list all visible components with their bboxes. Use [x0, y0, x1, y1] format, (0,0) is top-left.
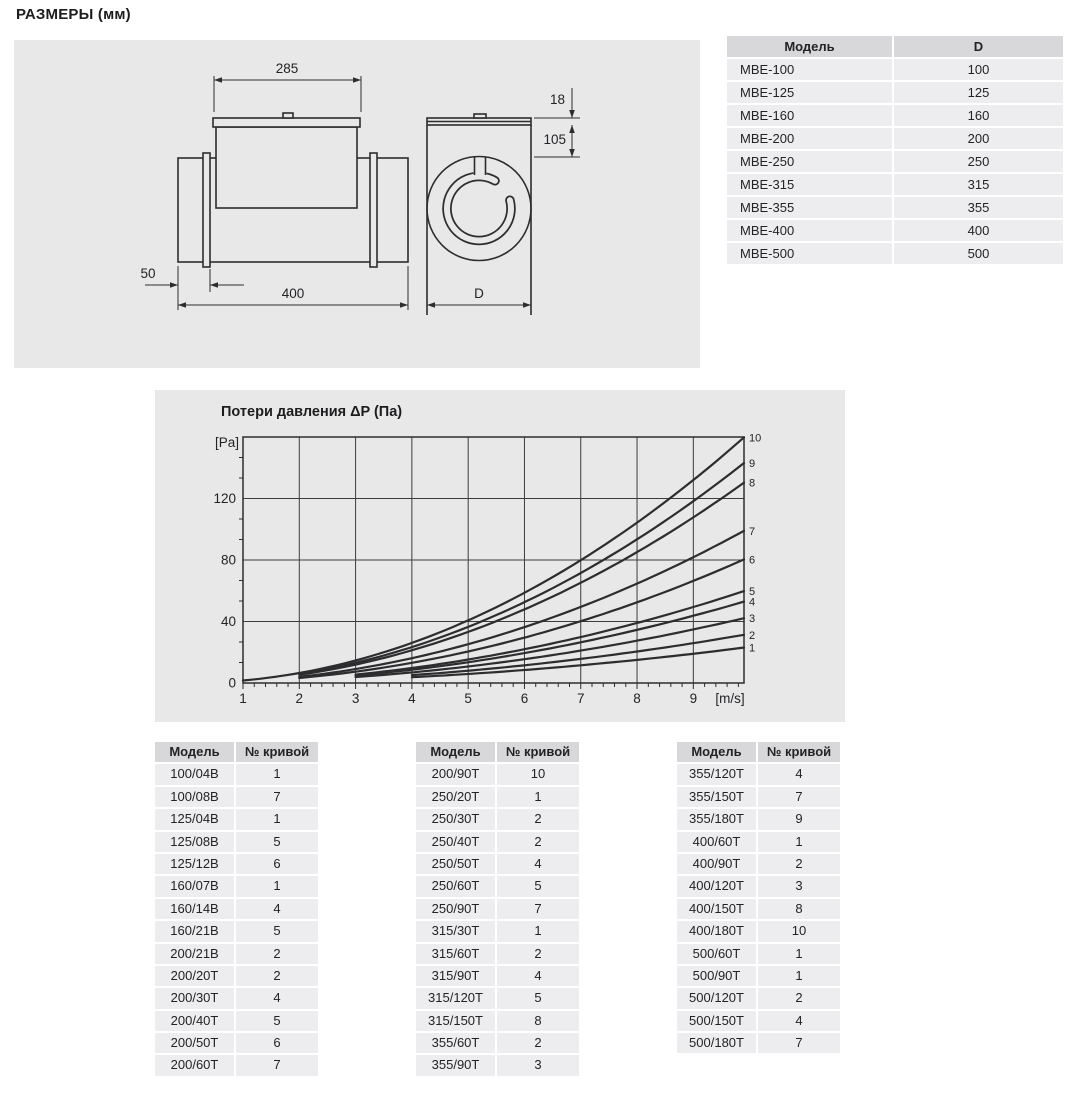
dim-50-label: 50: [140, 266, 156, 281]
table-row: [727, 128, 1063, 151]
table-row: [155, 876, 318, 898]
table-cell: 1: [758, 944, 840, 964]
table-cell: 160/14B: [155, 899, 236, 919]
table-cell: 250: [894, 151, 1063, 172]
x-unit-label: [m/s]: [715, 691, 745, 706]
table-cell: 2: [758, 988, 840, 1008]
table-cell: MBE-125: [727, 82, 894, 103]
table-row: [416, 966, 579, 988]
x-tick-label: 1: [239, 691, 247, 706]
table-cell: 100: [894, 59, 1063, 80]
table-cell: 315/90T: [416, 966, 497, 986]
dim-105-label: 105: [543, 132, 566, 147]
table-cell: 100/04B: [155, 764, 236, 784]
table-row: [416, 944, 579, 966]
table-cell: 500/180T: [677, 1033, 758, 1053]
table-cell: 400/150T: [677, 899, 758, 919]
table-cell: 500/120T: [677, 988, 758, 1008]
table-cell: 2: [497, 832, 579, 852]
table-cell: 5: [236, 832, 318, 852]
table-cell: 1: [758, 832, 840, 852]
table-cell: 200/30T: [155, 988, 236, 1008]
curve-label-10: 10: [749, 432, 762, 445]
table-cell: MBE-400: [727, 220, 894, 241]
curve-table-2: [416, 742, 579, 1078]
curve-table-1: [155, 742, 318, 1078]
table-row: [416, 921, 579, 943]
dim-285-label: 285: [275, 61, 299, 76]
table-cell: 200/60T: [155, 1055, 236, 1075]
table-cell: 355/180T: [677, 809, 758, 829]
table-row: [416, 1055, 579, 1077]
table-cell: 4: [497, 854, 579, 874]
table-row: [677, 899, 840, 921]
curve-10: [243, 437, 744, 680]
table-cell: 4: [758, 764, 840, 784]
table-cell: MBE-355: [727, 197, 894, 218]
model-diameter-table: [727, 36, 1063, 266]
y-tick-label: 120: [213, 491, 236, 506]
table-cell: 5: [497, 988, 579, 1008]
dim-18-label: 18: [549, 92, 565, 107]
table-header-row: [416, 742, 579, 764]
table-row: [677, 966, 840, 988]
table-row: [416, 1011, 579, 1033]
table-cell: 200/21B: [155, 944, 236, 964]
y-unit-label: [Pa]: [214, 435, 239, 450]
table-row: [155, 787, 318, 809]
column-header: Модель: [677, 742, 758, 762]
table-cell: MBE-500: [727, 243, 894, 264]
table-cell: 400/180T: [677, 921, 758, 941]
table-cell: 1: [758, 966, 840, 986]
x-tick-label: 3: [351, 691, 360, 706]
table-row: [727, 82, 1063, 105]
table-row: [677, 854, 840, 876]
table-cell: 7: [758, 1033, 840, 1053]
column-header: № кривой: [236, 742, 318, 762]
table-cell: 1: [236, 764, 318, 784]
table-cell: 125/08B: [155, 832, 236, 852]
table-row: [155, 1033, 318, 1055]
pressure-loss-chart: [155, 390, 845, 722]
table-row: [677, 764, 840, 786]
table-cell: 355: [894, 197, 1063, 218]
table-row: [677, 1011, 840, 1033]
table-cell: 250/40T: [416, 832, 497, 852]
table-row: [727, 243, 1063, 266]
table-cell: 315: [894, 174, 1063, 195]
table-row: [155, 899, 318, 921]
table-cell: 5: [497, 876, 579, 896]
lid-knob: [283, 113, 293, 118]
table-header-row: [727, 36, 1063, 59]
table-row: [416, 854, 579, 876]
x-tick-label: 8: [633, 691, 641, 706]
table-row: [677, 876, 840, 898]
chart-title: Потери давления ΔP (Па): [221, 404, 403, 420]
table-row: [677, 944, 840, 966]
table-cell: 2: [236, 966, 318, 986]
dimensions-drawing-panel: [14, 40, 700, 368]
table-cell: 400/90T: [677, 854, 758, 874]
table-cell: 5: [236, 1011, 318, 1031]
front-lid-knob: [474, 114, 486, 118]
table-cell: 315/60T: [416, 944, 497, 964]
table-row: [155, 988, 318, 1010]
table-row: [677, 809, 840, 831]
table-cell: 315/120T: [416, 988, 497, 1008]
curve-label-4: 4: [749, 596, 756, 609]
x-tick-label: 6: [520, 691, 529, 706]
table-cell: MBE-250: [727, 151, 894, 172]
curve-label-3: 3: [749, 613, 756, 626]
curve-4: [356, 602, 744, 676]
table-row: [727, 174, 1063, 197]
table-cell: 250/60T: [416, 876, 497, 896]
table-row: [727, 220, 1063, 243]
y-tick-label: 80: [220, 552, 236, 568]
table-row: [155, 921, 318, 943]
table-cell: 4: [758, 1011, 840, 1031]
terminal-box: [216, 127, 357, 208]
heating-element-icon: [447, 157, 511, 241]
table-row: [155, 809, 318, 831]
table-row: [677, 921, 840, 943]
table-row: [677, 832, 840, 854]
table-cell: 2: [497, 809, 579, 829]
table-cell: 1: [497, 787, 579, 807]
column-header: № кривой: [497, 742, 579, 762]
duct-heater-drawing: [14, 40, 700, 368]
table-cell: 200/50T: [155, 1033, 236, 1053]
table-cell: 8: [758, 899, 840, 919]
table-row: [727, 197, 1063, 220]
table-cell: MBE-100: [727, 59, 894, 80]
column-header: Модель: [155, 742, 236, 762]
table-row: [155, 944, 318, 966]
table-cell: 200: [894, 128, 1063, 149]
pressure-loss-chart-panel: [155, 390, 845, 722]
table-row: [677, 787, 840, 809]
table-cell: 125/12B: [155, 854, 236, 874]
x-tick-label: 7: [576, 691, 585, 706]
table-row: [727, 59, 1063, 82]
curve-label-9: 9: [749, 457, 756, 470]
table-cell: 7: [758, 787, 840, 807]
dim-400-label: 400: [281, 286, 305, 301]
table-cell: 250/50T: [416, 854, 497, 874]
x-tick-label: 9: [689, 691, 698, 706]
table-cell: MBE-200: [727, 128, 894, 149]
table-cell: 8: [497, 1011, 579, 1031]
table-cell: 200/40T: [155, 1011, 236, 1031]
table-cell: 1: [236, 876, 318, 896]
table-cell: 355/150T: [677, 787, 758, 807]
table-cell: 10: [758, 921, 840, 941]
table-cell: 250/30T: [416, 809, 497, 829]
column-header: № кривой: [758, 742, 840, 762]
table-cell: 400/60T: [677, 832, 758, 852]
table-cell: 400/120T: [677, 876, 758, 896]
curve-label-6: 6: [749, 554, 756, 567]
table-header-row: [677, 742, 840, 764]
x-tick-label: 5: [464, 691, 472, 706]
table-cell: 9: [758, 809, 840, 829]
table-row: [677, 988, 840, 1010]
table-row: [416, 764, 579, 786]
curve-label-1: 1: [749, 642, 756, 655]
table-cell: 2: [758, 854, 840, 874]
table-cell: MBE-160: [727, 105, 894, 126]
table-cell: 1: [236, 809, 318, 829]
table-cell: 6: [236, 1033, 318, 1053]
table-cell: 200/20T: [155, 966, 236, 986]
terminal-box-lid: [213, 118, 360, 127]
table-row: [155, 966, 318, 988]
column-header: D: [894, 36, 1063, 57]
table-row: [416, 809, 579, 831]
table-cell: 500/90T: [677, 966, 758, 986]
table-cell: 355/90T: [416, 1055, 497, 1075]
table-cell: 6: [236, 854, 318, 874]
table-cell: 160: [894, 105, 1063, 126]
table-row: [727, 151, 1063, 174]
table-cell: 250/20T: [416, 787, 497, 807]
table-cell: 5: [236, 921, 318, 941]
table-row: [155, 832, 318, 854]
table-cell: 400: [894, 220, 1063, 241]
page-title: РАЗМЕРЫ (мм): [16, 6, 131, 23]
table-cell: 200/90T: [416, 764, 497, 784]
table-cell: 1: [497, 921, 579, 941]
table-row: [155, 854, 318, 876]
table-row: [155, 1011, 318, 1033]
table-cell: 315/30T: [416, 921, 497, 941]
curve-9: [299, 463, 744, 674]
table-row: [416, 876, 579, 898]
right-flange: [370, 153, 377, 267]
side-view: [178, 113, 408, 267]
table-row: [677, 1033, 840, 1055]
table-cell: 4: [497, 966, 579, 986]
y-tick-label: 40: [220, 614, 236, 629]
table-cell: 355/120T: [677, 764, 758, 784]
curve-label-5: 5: [749, 586, 756, 599]
table-row: [416, 1033, 579, 1055]
table-cell: 7: [236, 1055, 318, 1075]
table-cell: 4: [236, 899, 318, 919]
table-cell: 100/08B: [155, 787, 236, 807]
left-flange: [203, 153, 210, 267]
table-cell: 160/21B: [155, 921, 236, 941]
table-header-row: [155, 742, 318, 764]
table-cell: 250/90T: [416, 899, 497, 919]
table-cell: 3: [497, 1055, 579, 1075]
table-cell: 2: [236, 944, 318, 964]
table-cell: 4: [236, 988, 318, 1008]
table-cell: 500/60T: [677, 944, 758, 964]
curve-label-2: 2: [749, 629, 756, 642]
curve-2: [412, 635, 744, 675]
table-cell: 125/04B: [155, 809, 236, 829]
table-cell: 7: [236, 787, 318, 807]
column-header: Модель: [727, 36, 894, 57]
table-cell: 7: [497, 899, 579, 919]
table-cell: 10: [497, 764, 579, 784]
column-header: Модель: [416, 742, 497, 762]
table-cell: 125: [894, 82, 1063, 103]
table-cell: 2: [497, 944, 579, 964]
curve-table-3: [677, 742, 840, 1055]
table-row: [416, 899, 579, 921]
x-tick-label: 4: [408, 691, 416, 706]
table-row: [155, 1055, 318, 1077]
table-row: [727, 105, 1063, 128]
y-tick-label: 0: [228, 675, 236, 691]
curve-label-8: 8: [749, 477, 756, 490]
table-cell: 355/60T: [416, 1033, 497, 1053]
table-cell: MBE-315: [727, 174, 894, 195]
table-cell: 3: [758, 876, 840, 896]
dim-D-label: D: [474, 286, 484, 301]
table-cell: 500/150T: [677, 1011, 758, 1031]
table-row: [416, 832, 579, 854]
table-row: [416, 988, 579, 1010]
table-cell: 315/150T: [416, 1011, 497, 1031]
curve-label-7: 7: [749, 525, 756, 538]
x-tick-label: 2: [295, 691, 304, 706]
table-cell: 500: [894, 243, 1063, 264]
table-cell: 2: [497, 1033, 579, 1053]
table-row: [155, 764, 318, 786]
table-row: [416, 787, 579, 809]
table-cell: 160/07B: [155, 876, 236, 896]
